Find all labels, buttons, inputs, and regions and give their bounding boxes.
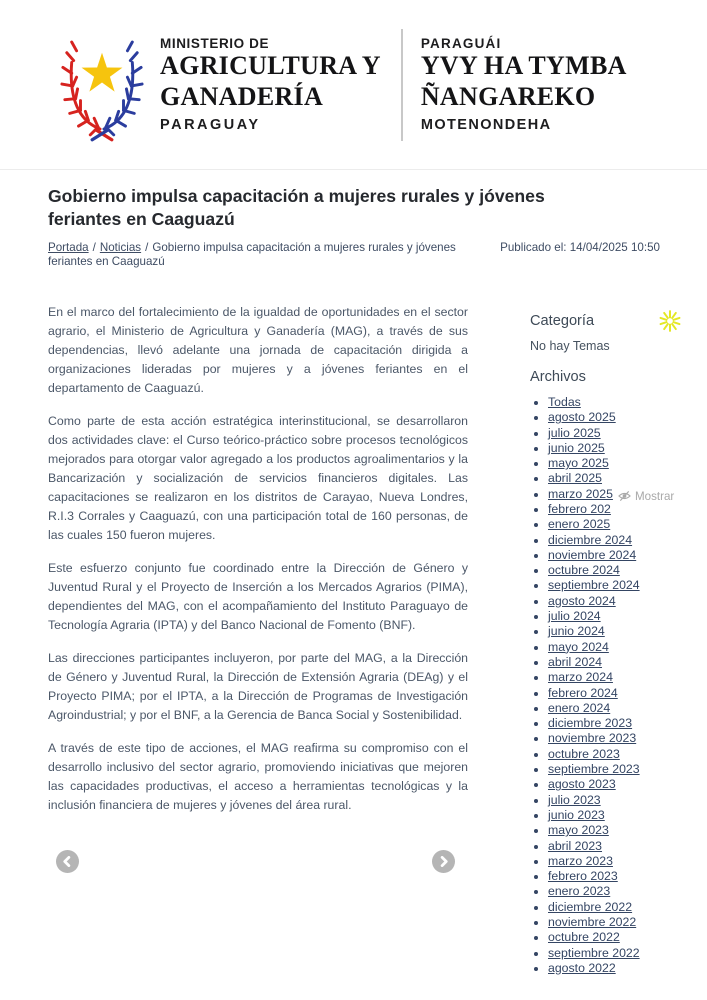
sidebar [530,303,675,976]
archive-item [548,670,660,685]
archive-link[interactable]: noviembre 2023 [548,731,637,746]
archive-item [548,563,660,578]
breadcrumb-noticias-link[interactable]: Noticias [99,240,142,254]
archive-link[interactable]: noviembre 2022 [548,915,637,929]
archive-item [548,502,660,517]
archives-list [530,395,660,976]
article-paragraph: En el marco del fortalecimiento de la igualdad de oportunidades en el sector agrario, el Ministerio de Agricultura y Ganadería (MAG), a través de sus dependencias, llevó adelante una jornada de capacitación dirigida a organizaciones lideradas por mujeres y a jóvenes feriantes en el departamento de Caaguazú. [48,304,468,395]
archive-link[interactable]: agosto 2024 [548,593,616,608]
archive-link[interactable]: agosto 2023 [548,777,616,792]
archive-link[interactable]: febrero 2024 [548,685,618,700]
archive-item [548,640,660,655]
eye-slash-icon [618,490,631,502]
page-title: Gobierno impulsa capacitación a mujeres rurales y jóvenes feriantes en Caaguazú [48,186,545,229]
archive-item [548,808,660,823]
meta-row [48,241,660,270]
archive-item [548,471,660,486]
breadcrumb-portada-link[interactable]: Portada [48,240,89,254]
archive-item [548,548,660,563]
site-header [0,0,707,170]
article-paragraph: Este esfuerzo conjunto fue coordinado entre la Dirección de Género y Juventud Rural y el Proyecto de Inserción a los Mercados Agrarios (PIMA), dependientes del MAG, con el acompañamiento del Instituto Paraguayo de Tecnología Agraria (IPTA) y del Banco Nacional de Fomento (BNF). [48,560,468,632]
archive-item [548,839,660,854]
archive-link[interactable]: abril 2024 [548,654,603,669]
archive-link[interactable]: mayo 2024 [548,639,609,654]
archive-item [548,441,660,456]
archive-item [548,655,660,670]
sparkle-asterisk-icon [659,310,681,332]
archive-item [548,961,660,976]
article-paragraph: A través de este tipo de acciones, el MAG reafirma su compromiso con el desarrollo inclusivo del sector agrario, promoviendo iniciativas que mejoren las capacidades productivas, el acceso a herramientas tecnológicas y la inclusión financiera de mujeres y jóvenes del área rural. [48,740,468,812]
carousel-prev-button[interactable] [56,850,79,873]
archive-link[interactable]: marzo 2024 [548,670,613,685]
carousel-next-button[interactable] [432,850,455,873]
archive-item [548,410,660,425]
archive-item [548,517,660,532]
page-content [48,185,675,976]
archive-item [548,686,660,701]
archive-link[interactable]: julio 2025 [548,425,601,440]
mostrar-tooltip[interactable] [616,489,676,504]
archive-item [548,731,660,746]
logo-gn-bottom: MOTENONDEHA [420,117,552,134]
archive-item [548,701,660,716]
breadcrumb [48,241,480,270]
article-body [48,303,468,829]
archive-link[interactable]: septiembre 2022 [548,945,640,960]
published-date: Publicado el: 14/04/2025 10:50 [500,240,660,254]
archive-item [548,930,660,945]
archive-item [548,594,660,609]
archive-link[interactable]: diciembre 2022 [548,899,633,914]
archive-item [548,533,660,548]
breadcrumb-separator: / [92,240,96,254]
category-heading: Categoría [530,312,595,329]
star-icon [82,52,123,91]
archive-item [548,426,660,441]
archive-link[interactable]: junio 2024 [548,624,605,639]
archive-item [548,395,660,410]
logo-gn-main1: YVY HA TYMBA [420,50,627,80]
archive-link[interactable]: junio 2023 [548,807,605,822]
logo-divider [401,29,403,141]
logo-gn-top: PARAGUÁI [420,35,502,51]
archive-link[interactable]: octubre 2022 [548,930,620,945]
archive-item [548,884,660,899]
archive-item [548,609,660,624]
logo-text-guarani [421,36,627,133]
chevron-right-icon [438,856,449,867]
archive-link[interactable]: abril 2025 [548,471,603,486]
archive-item [548,578,660,593]
archive-link[interactable]: diciembre 2024 [548,532,633,547]
archive-link[interactable]: noviembre 2024 [548,547,637,562]
logo-es-main2: GANADERÍA [160,81,324,111]
archive-link[interactable]: agosto 2025 [548,410,616,425]
archive-item [548,762,660,777]
archive-link[interactable]: enero 2025 [548,517,611,532]
logo-es-top: MINISTERIO DE [160,35,270,51]
article-paragraph: Como parte de esta acción estratégica interinstitucional, se desarrollaron dos actividades clave: el Curso teórico-práctico sobre procesos tecnológicos mejorados para otorgar valor agregado a los productos agroalimentarios y la Bancarización y socialización de servicios financieros digitales. Las capacitaciones se realizaron en los distritos de Carayao, Nueva Londres, R.I.3 Corrales y Caaguazú, con una participación total de 160 personas, de las cuales 150 fueron mujeres. [48,413,468,542]
archive-item [548,854,660,869]
archive-link[interactable]: marzo 2025 [548,486,613,501]
logo-es-main1: AGRICULTURA Y [160,50,381,80]
archive-item [548,900,660,915]
archive-link[interactable]: julio 2023 [548,792,601,807]
archive-link[interactable]: abril 2023 [548,838,603,853]
archive-link[interactable]: febrero 202 [548,501,611,516]
archive-item [548,777,660,792]
archive-item [548,716,660,731]
archive-item [548,823,660,838]
archive-item [548,915,660,930]
archive-item [548,946,660,961]
logo-text-spanish [160,36,381,133]
archive-link[interactable]: diciembre 2023 [548,716,633,731]
archive-link[interactable]: enero 2023 [548,884,611,899]
archive-link[interactable]: agosto 2022 [548,960,616,975]
archive-link[interactable]: enero 2024 [548,700,611,715]
archive-item [548,793,660,808]
archive-link[interactable]: octubre 2023 [548,746,620,761]
archive-link[interactable]: febrero 2023 [548,869,618,884]
breadcrumb-separator: / [145,240,149,254]
archive-link[interactable]: septiembre 2023 [548,762,640,777]
breadcrumb-current: Gobierno impulsa capacitación a mujeres rurales y jóvenes feriantes en Caaguazú [48,240,456,269]
archive-link[interactable]: octubre 2024 [548,563,620,578]
archive-link[interactable]: Todas [548,394,581,409]
archive-item [548,869,660,884]
chevron-left-icon [62,856,73,867]
archive-link[interactable]: mayo 2023 [548,823,609,838]
paraguay-coat-of-arms-logo [58,22,146,148]
article-paragraph: Las direcciones participantes incluyeron, por parte del MAG, a la Dirección de Género y Juventud Rural, la Dirección de Extensión Agraria (DEAg) y el Proyecto PIMA; por el IPTA, a la Dirección de Programas de Investigación Agroindustrial; y por el BNF, a la Gerencia de Banca Social y Sostenibilidad. [48,650,468,722]
category-empty-text: No hay Temas [530,338,610,353]
mostrar-label: Mostrar [635,489,675,503]
archive-item [548,456,660,471]
archive-item [548,624,660,639]
archive-link[interactable]: mayo 2025 [548,456,609,471]
archives-heading: Archivos [530,368,586,385]
archive-link[interactable]: septiembre 2024 [548,578,640,593]
archive-link[interactable]: junio 2025 [548,440,605,455]
archive-item [548,747,660,762]
logo-es-bottom: PARAGUAY [160,117,261,134]
logo-gn-main2: ÑANGAREKO [420,81,596,111]
archive-link[interactable]: marzo 2023 [548,853,613,868]
archive-link[interactable]: julio 2024 [548,609,601,624]
